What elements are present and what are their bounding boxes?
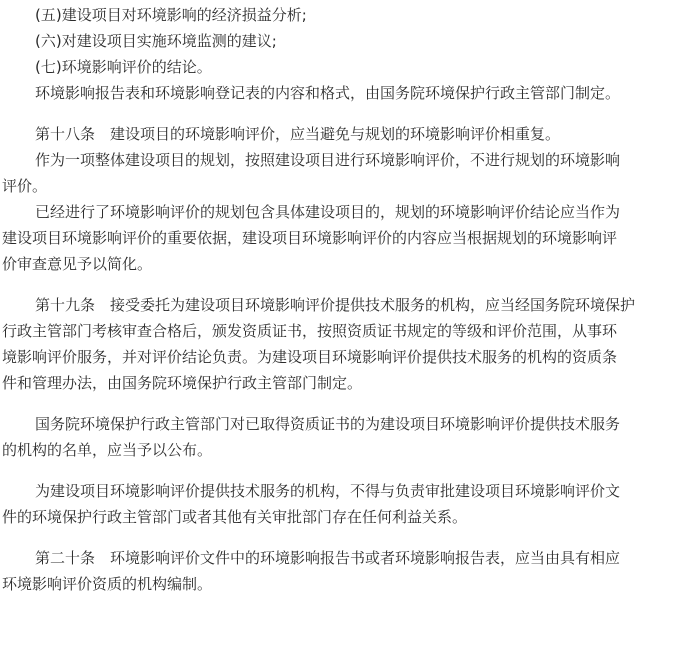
article-19 (0, 292, 694, 396)
paragraph-gap (0, 277, 694, 292)
text-line: 价审查意见予以简化。 (2, 255, 153, 273)
text-line: 件的环境保护行政主管部门或者其他有关审批部门存在任何利益关系。 (2, 508, 468, 526)
text-line: 已经进行了环境影响评价的规划包含具体建设项目的，规划的环境影响评价结论应当作为 (35, 203, 621, 221)
text-line: (七)环境影响评价的结论。 (35, 58, 212, 76)
text-line: 环境影响评价资质的机构编制。 (2, 575, 213, 593)
article-18-paragraph-2 (0, 147, 694, 199)
text-line: (六)对建设项目实施环境监测的建议; (35, 32, 277, 50)
text-line: 第二十条 环境影响评价文件中的环境影响报告书或者环境影响报告表，应当由具有相应 (35, 549, 621, 567)
paragraph-item-5 (0, 2, 694, 28)
paragraph-report-format (0, 80, 694, 106)
paragraph-gap (0, 463, 694, 478)
text-line: 环境影响报告表和环境影响登记表的内容和格式，由国务院环境保护行政主管部门制定。 (35, 84, 621, 102)
text-line: 建设项目环境影响评价的重要依据，建设项目环境影响评价的内容应当根据规划的环境影响评 (2, 229, 618, 247)
paragraph-gap (0, 106, 694, 121)
paragraph-item-7 (0, 54, 694, 80)
text-line: 行政主管部门考核审查合格后，颁发资质证书，按照资质证书规定的等级和评价范围，从事环 (2, 322, 618, 340)
paragraph-gap (0, 530, 694, 545)
text-line: 国务院环境保护行政主管部门对已取得资质证书的为建设项目环境影响评价提供技术服务 (35, 415, 621, 433)
article-19-paragraph-2 (0, 411, 694, 463)
text-line: 作为一项整体建设项目的规划，按照建设项目进行环境影响评价，不进行规划的环境影响 (35, 151, 621, 169)
text-line: 件和管理办法，由国务院环境保护行政主管部门制定。 (2, 374, 363, 392)
text-line: (五)建设项目对环境影响的经济损益分析; (35, 6, 307, 24)
text-line: 的机构的名单，应当予以公布。 (2, 441, 213, 459)
article-20 (0, 545, 694, 597)
article-19-paragraph-3 (0, 478, 694, 530)
text-line: 为建设项目环境影响评价提供技术服务的机构，不得与负责审批建设项目环境影响评价文 (35, 482, 621, 500)
paragraph-item-6 (0, 28, 694, 54)
text-line: 评价。 (2, 177, 48, 195)
text-line: 第十八条 建设项目的环境影响评价，应当避免与规划的环境影响评价相重复。 (35, 125, 561, 143)
text-line: 第十九条 接受委托为建设项目环境影响评价提供技术服务的机构，应当经国务院环境保护 (35, 296, 636, 314)
paragraph-gap (0, 396, 694, 411)
article-18 (0, 121, 694, 147)
article-18-paragraph-3 (0, 199, 694, 277)
text-line: 境影响评价服务，并对评价结论负责。为建设项目环境影响评价提供技术服务的机构的资质条 (2, 348, 618, 366)
